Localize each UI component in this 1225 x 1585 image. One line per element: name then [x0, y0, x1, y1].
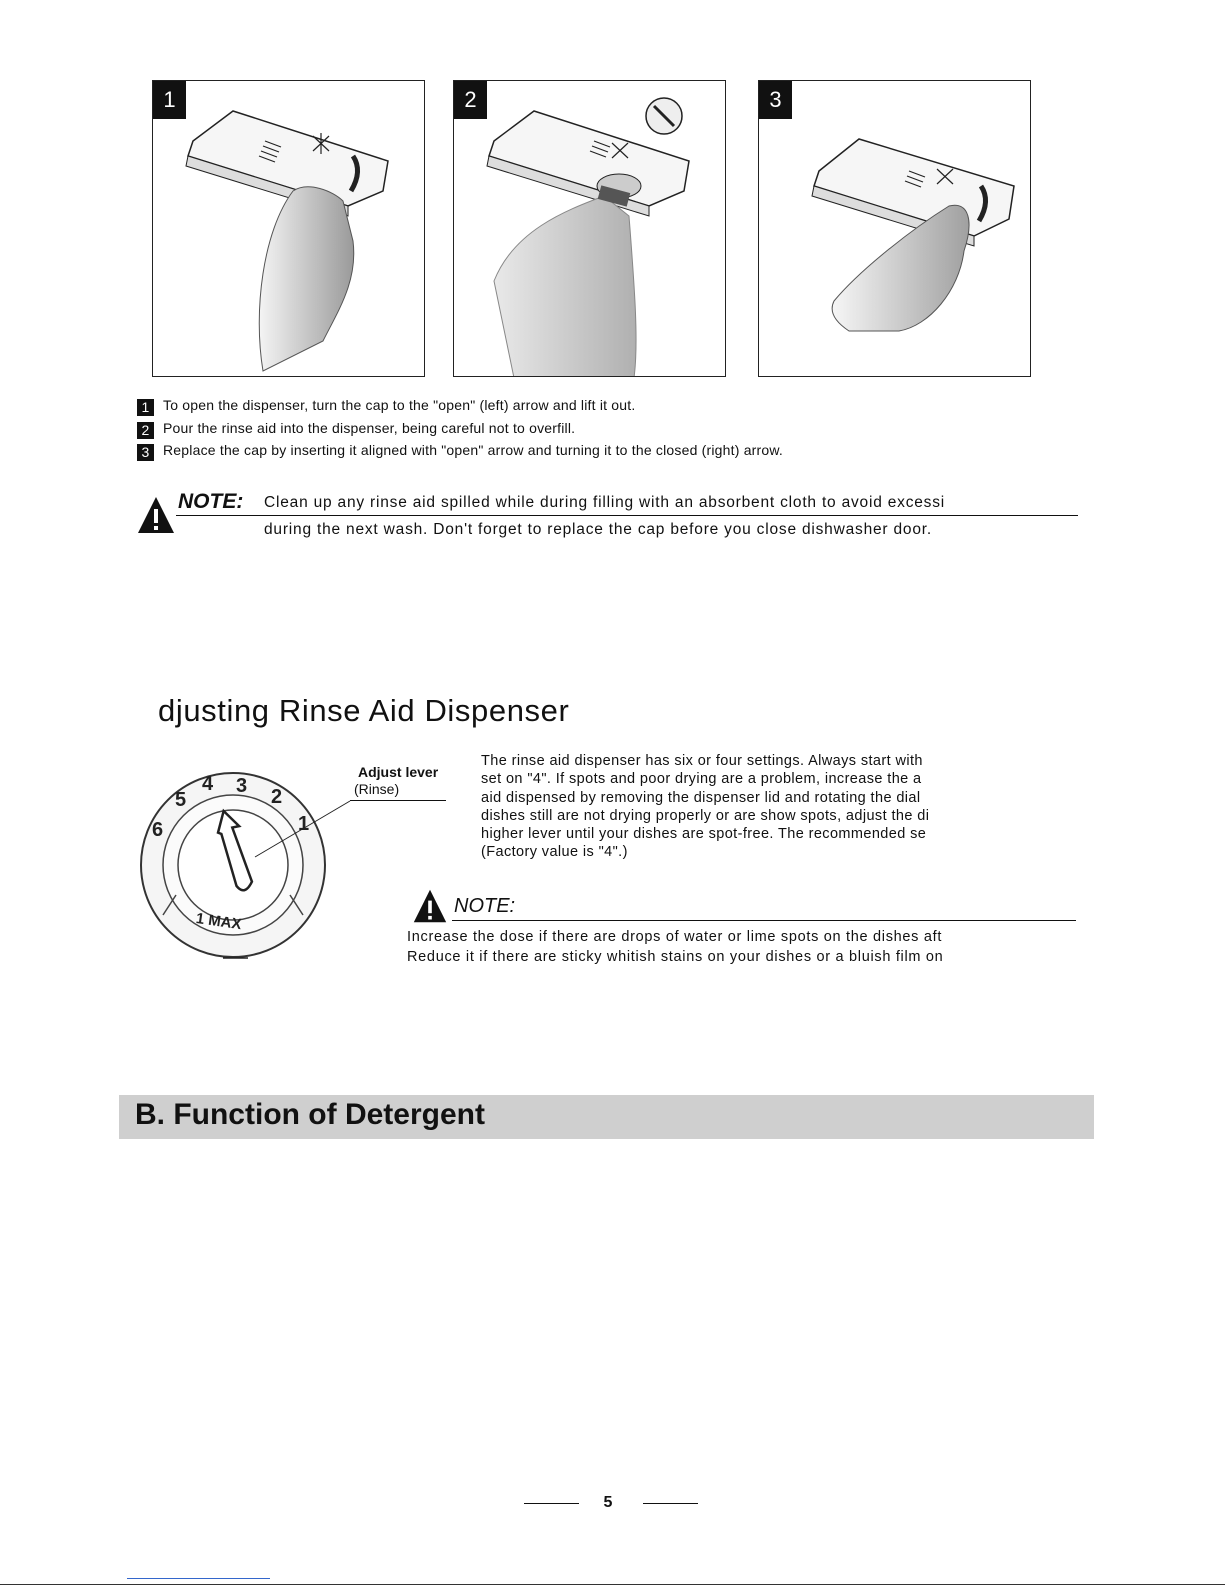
description-line: higher lever until your dishes are spot-free. The recommended se — [481, 826, 927, 843]
description-line: aid dispensed by removing the dispenser lid and rotating the dial — [481, 789, 921, 806]
step-text: Pour the rinse aid into the dispenser, being careful not to overfill. — [163, 420, 576, 436]
callout-label: (Rinse) — [354, 781, 400, 797]
step-number-badge: 1 — [137, 399, 154, 416]
footer-rule-right — [643, 1503, 698, 1504]
illustration-panel-2 — [453, 80, 726, 377]
description-line: (Factory value is "4".) — [481, 844, 628, 861]
warning-icon — [136, 495, 176, 535]
dial-number: 6 — [152, 819, 164, 841]
panel-number-badge: 3 — [759, 81, 792, 119]
callout-line — [350, 800, 446, 801]
open-cap-illustration — [153, 81, 425, 377]
panel-number-badge: 1 — [153, 81, 186, 119]
note-text-line: Reduce it if there are sticky whitish stains on your dishes or a bluish film on — [407, 948, 944, 965]
callout-label: Adjust lever — [358, 764, 439, 780]
dial-number: 2 — [271, 786, 283, 808]
step-item — [137, 442, 783, 461]
note-text — [407, 928, 982, 967]
step-item — [137, 420, 575, 439]
dial-number: 1 — [298, 813, 310, 835]
note-text-line: during the next wash. Don't forget to replace the cap before you close dishwasher door. — [264, 521, 932, 538]
dial-number: 4 — [202, 773, 214, 795]
dial-number: 5 — [175, 789, 187, 811]
dial-number: 3 — [236, 775, 248, 797]
note-underline — [452, 920, 1076, 921]
close-cap-illustration — [759, 81, 1031, 377]
description-line: dishes still are not drying properly or are show spots, adjust the di — [481, 807, 930, 824]
description-line: The rinse aid dispenser has six or four settings. Always start with — [481, 753, 923, 769]
illustration-panel-1 — [152, 80, 425, 377]
description-line: set on "4". If spots and poor drying are a problem, increase the a — [481, 771, 922, 788]
warning-icon — [412, 888, 448, 924]
callout-pointer — [253, 800, 353, 860]
note-text-line: Increase the dose if there are drops of water or lime spots on the dishes aft — [407, 929, 943, 945]
step-number-badge: 2 — [137, 422, 154, 439]
step-number-badge: 3 — [137, 444, 154, 461]
illustration-panel-3 — [758, 80, 1031, 377]
step-text: Replace the cap by inserting it aligned with "open" arrow and turning it to the closed (right) arrow. — [163, 442, 784, 458]
banner-title: B. Function of Detergent — [135, 1098, 485, 1131]
blue-rule — [127, 1578, 270, 1579]
note-underline — [176, 515, 1078, 516]
dial-max-label: 1 MAX — [194, 910, 243, 934]
step-item — [137, 397, 635, 416]
page-number: 5 — [603, 1494, 613, 1511]
panel-number-badge: 2 — [454, 81, 487, 119]
rinse-aid-description — [481, 752, 986, 862]
section-title: djusting Rinse Aid Dispenser — [158, 693, 570, 728]
section-banner — [119, 1095, 1094, 1139]
pour-rinse-aid-illustration — [454, 81, 726, 377]
footer-rule-left — [524, 1503, 579, 1504]
step-text: To open the dispenser, turn the cap to the "open" (left) arrow and lift it out. — [163, 397, 636, 413]
note-text-line: Clean up any rinse aid spilled while during filling with an absorbent cloth to avoid excessi — [264, 494, 946, 511]
note-label: NOTE: — [178, 490, 244, 513]
note-label: NOTE: — [454, 895, 516, 917]
